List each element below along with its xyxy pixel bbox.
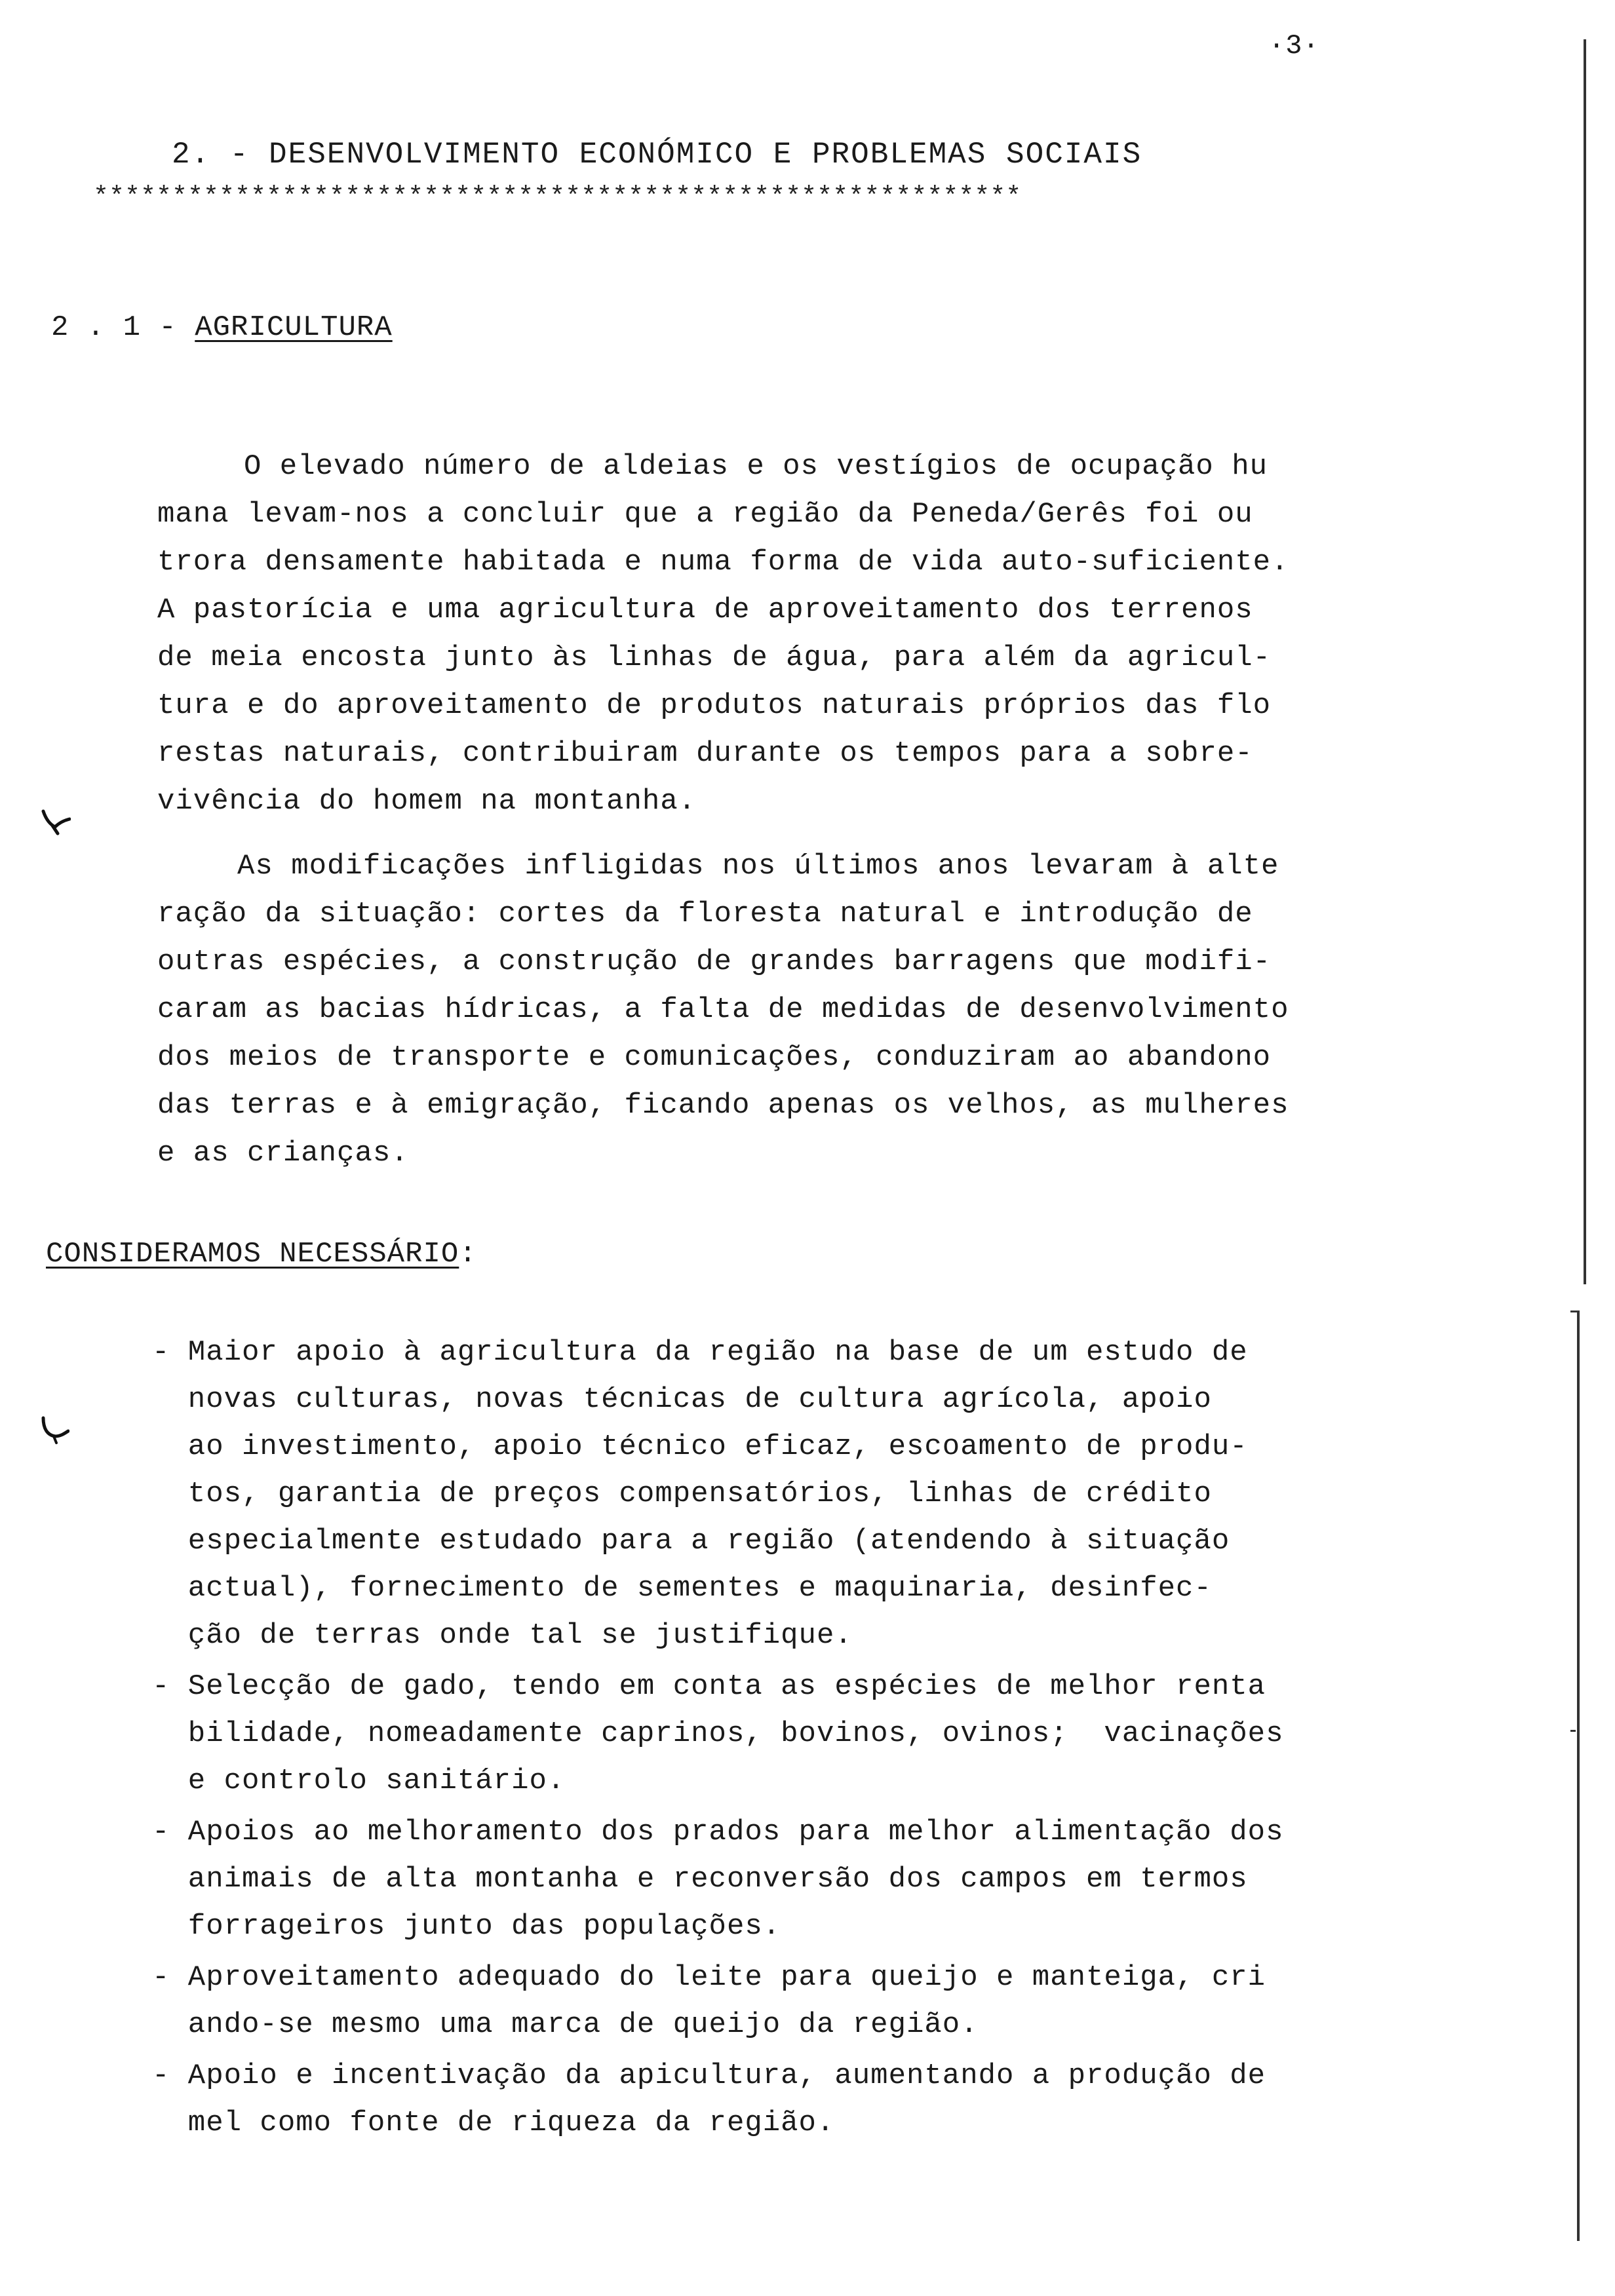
bullet-line: actual), fornecimento de sementes e maquinaria, desinfec- bbox=[152, 1572, 1212, 1605]
paragraph-line: outras espécies, a construção de grandes barragens que modifi- bbox=[157, 946, 1272, 978]
margin-check-mark-icon bbox=[39, 1415, 69, 1445]
paragraph-line: e as crianças. bbox=[157, 1137, 409, 1170]
paragraph-line: de meia encosta junto às linhas de água, para além da agricul- bbox=[157, 641, 1272, 674]
page-number: ·3· bbox=[1268, 30, 1320, 62]
bullet-line: - Maior apoio à agricultura da região na base de um estudo de bbox=[152, 1336, 1248, 1369]
considered-heading-text: CONSIDERAMOS NECESSÁRIO bbox=[46, 1238, 459, 1271]
bullet-line: - Selecção de gado, tendo em conta as espécies de melhor renta bbox=[152, 1670, 1266, 1703]
paragraph-line: tura e do aproveitamento de produtos naturais próprios das flo bbox=[157, 689, 1272, 722]
bullet-line: forrageiros junto das populações. bbox=[152, 1910, 781, 1943]
paragraph-line: restas naturais, contribuiram durante os tempos para a sobre- bbox=[157, 737, 1253, 770]
paragraph-line: mana levam-nos a concluir que a região da Peneda/Gerês foi ou bbox=[157, 498, 1253, 531]
bullet-line: ção de terras onde tal se justifique. bbox=[152, 1619, 853, 1652]
scan-edge-tick bbox=[1570, 1311, 1580, 1312]
bullet-line: mel como fonte de riqueza da região. bbox=[152, 2107, 835, 2139]
bullet-line: especialmente estudado para a região (atendendo à situação bbox=[152, 1525, 1230, 1558]
paragraph-line: dos meios de transporte e comunicações, conduziram ao abandono bbox=[157, 1041, 1272, 1074]
section-heading bbox=[51, 313, 393, 342]
section-number: 2 . 1 - bbox=[51, 311, 195, 344]
bullet-line: - Apoio e incentivação da apicultura, aumentando a produção de bbox=[152, 2059, 1266, 2092]
considered-heading-colon: : bbox=[459, 1238, 477, 1271]
paragraph-line: vivência do homem na montanha. bbox=[157, 785, 697, 818]
bullet-line: novas culturas, novas técnicas de cultura agrícola, apoio bbox=[152, 1383, 1212, 1416]
bullet-line: tos, garantia de preços compensatórios, linhas de crédito bbox=[152, 1478, 1212, 1510]
bullet-line: - Aproveitamento adequado do leite para queijo e manteiga, cri bbox=[152, 1961, 1266, 1994]
bullet-line: animais de alta montanha e reconversão dos campos em termos bbox=[152, 1863, 1248, 1896]
chapter-title: 2. - DESENVOLVIMENTO ECONÓMICO E PROBLEMAS SOCIAIS bbox=[172, 138, 1142, 172]
bullet-line: e controlo sanitário. bbox=[152, 1765, 566, 1797]
bullet-line: bilidade, nomeadamente caprinos, bovinos, ovinos; vacinações bbox=[152, 1717, 1284, 1750]
considered-heading bbox=[46, 1240, 477, 1269]
paragraph-line: O elevado número de aldeias e os vestígios de ocupação hu bbox=[244, 450, 1268, 483]
bullet-line: - Apoios ao melhoramento dos prados para melhor alimentação dos bbox=[152, 1816, 1284, 1848]
paragraph-line: caram as bacias hídricas, a falta de medidas de desenvolvimento bbox=[157, 993, 1289, 1026]
paragraph-line: das terras e à emigração, ficando apenas os velhos, as mulheres bbox=[157, 1089, 1289, 1122]
title-asterisk-rule: *********************************************************** bbox=[93, 183, 1022, 212]
paragraph-line: trora densamente habitada e numa forma de vida auto-suficiente. bbox=[157, 546, 1289, 579]
paragraph-line: As modificações infligidas nos últimos anos levaram à alte bbox=[237, 850, 1279, 883]
scan-edge-line bbox=[1584, 39, 1586, 1284]
paragraph-line: A pastorícia e uma agricultura de aproveitamento dos terrenos bbox=[157, 594, 1253, 626]
scan-edge-tick bbox=[1570, 1730, 1576, 1732]
margin-check-mark-icon bbox=[41, 807, 71, 837]
bullet-line: ao investimento, apoio técnico eficaz, escoamento de produ- bbox=[152, 1430, 1248, 1463]
paragraph-line: ração da situação: cortes da floresta natural e introdução de bbox=[157, 898, 1253, 930]
scan-edge-line bbox=[1577, 1311, 1580, 2241]
bullet-line: ando-se mesmo uma marca de queijo da região. bbox=[152, 2008, 979, 2041]
section-title: AGRICULTURA bbox=[195, 311, 393, 344]
